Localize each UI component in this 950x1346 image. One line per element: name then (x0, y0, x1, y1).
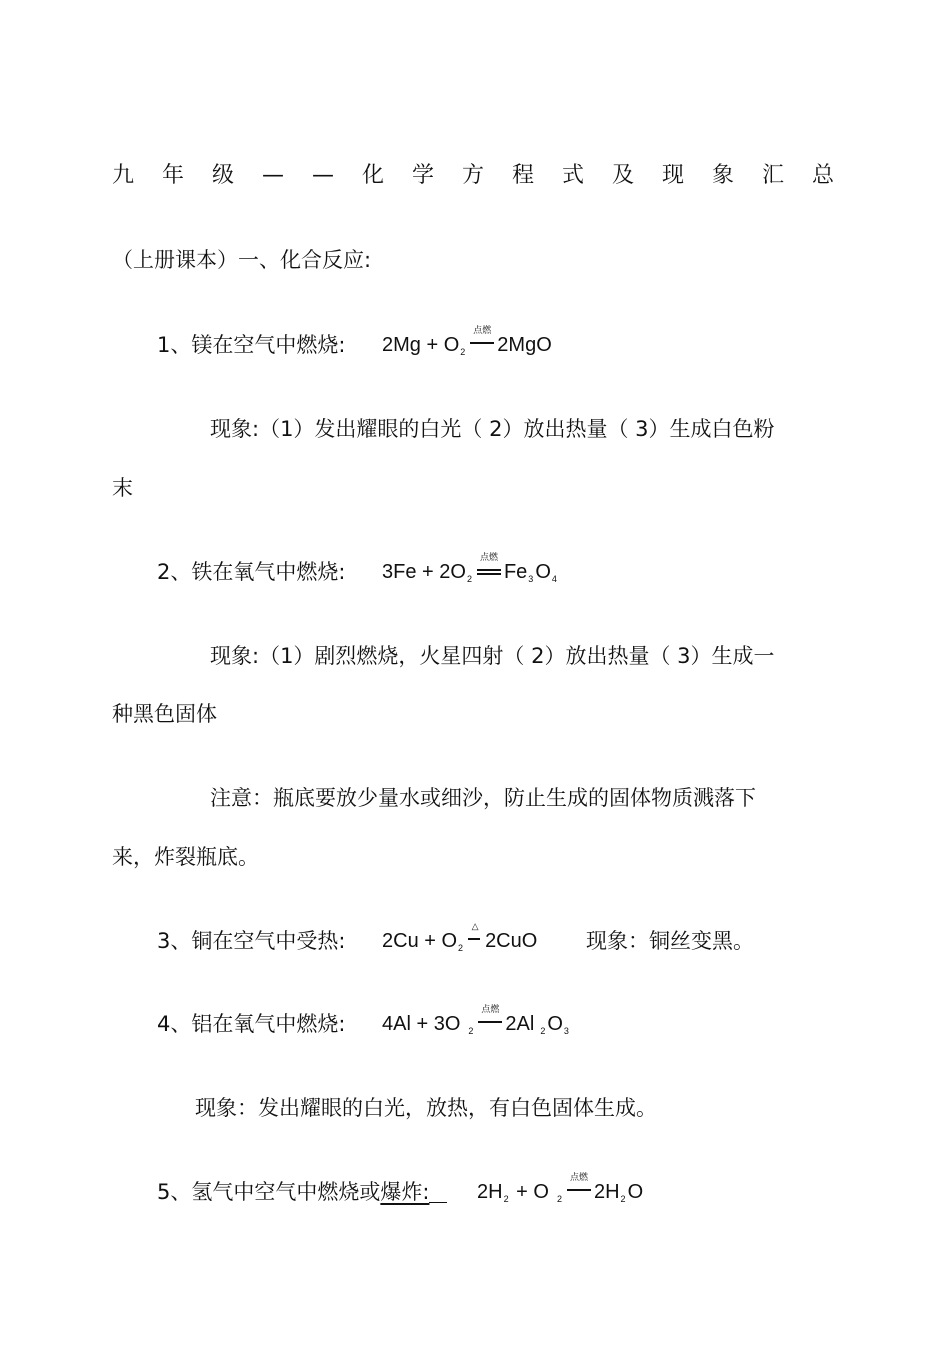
title-char: 九 (112, 163, 135, 188)
eq-subscript: 2 (503, 1194, 509, 1204)
eq-subscript: 2 (556, 1194, 562, 1204)
title-char: — (311, 163, 334, 188)
reaction-arrow (567, 1172, 591, 1206)
title-char: 总 (811, 163, 834, 188)
item-heading: 3、铜在空气中受热: (157, 929, 346, 953)
blank-underline (429, 1184, 447, 1203)
section-subtitle: （上册课本）一、化合反应: (112, 248, 372, 272)
title-char: 象 (711, 163, 734, 188)
title-char: 现 (661, 163, 684, 188)
eq-right: O (547, 1013, 563, 1035)
eq-subscript: 3 (563, 1026, 569, 1036)
phenomenon-text: 末 (112, 476, 133, 500)
eq-right: 2H (593, 1181, 620, 1203)
eq-right: 2CuO (485, 930, 538, 952)
eq-right: Fe (503, 561, 528, 583)
item-heading (157, 1178, 447, 1206)
title-char: — (262, 163, 284, 188)
title-char: 式 (561, 163, 584, 188)
eq-right: O (627, 1181, 644, 1203)
title-char: 方 (461, 163, 484, 188)
title-char: 级 (212, 163, 235, 188)
title-char: 汇 (761, 163, 784, 188)
title-char: 化 (361, 163, 384, 188)
chemical-equation (382, 325, 552, 366)
chemical-equation (382, 552, 559, 593)
title-char: 程 (511, 163, 534, 188)
eq-right: 2Al (505, 1013, 535, 1035)
eq-subscript: 2 (458, 943, 464, 953)
phenomenon-text: 现象：铜丝变黑。 (586, 929, 754, 953)
reaction-condition: 点燃 (481, 1004, 500, 1014)
chemical-equation (382, 1004, 571, 1045)
title-char: 及 (611, 163, 634, 188)
reaction-arrow (470, 325, 494, 359)
reaction-condition: 点燃 (473, 325, 492, 335)
item-heading-underlined: 爆炸: (380, 1180, 430, 1204)
eq-left: 2H (477, 1181, 503, 1203)
eq-subscript: 2 (466, 574, 472, 584)
reaction-arrow (468, 921, 482, 955)
eq-left: + O (510, 1181, 549, 1203)
title-char: 学 (411, 163, 434, 188)
eq-left: 4Al + 3O (382, 1013, 461, 1035)
reaction-condition: 点燃 (569, 1172, 588, 1182)
eq-left: 2Cu + O (382, 930, 458, 952)
reaction-arrow (477, 552, 501, 586)
reaction-condition: 点燃 (479, 552, 498, 562)
phenomenon-text: 现象：发出耀眼的白光，放热，有白色固体生成。 (195, 1096, 657, 1120)
item-heading-text: 5、氢气中空气中燃烧或 (157, 1180, 381, 1204)
eq-left: 3Fe + 2O (382, 561, 466, 583)
reaction-arrow (478, 1004, 502, 1038)
eq-subscript: 2 (540, 1026, 546, 1036)
item-heading: 2、铁在氧气中燃烧: (157, 560, 346, 584)
reaction-condition: △ (471, 921, 479, 931)
item-heading: 1、镁在空气中燃烧: (157, 333, 346, 357)
phenomenon-text: 种黑色固体 (112, 702, 217, 726)
chemical-equation (382, 921, 538, 962)
eq-subscript: 4 (551, 574, 557, 584)
phenomenon-text: 现象:（1）发出耀眼的白光（ 2）放出热量（ 3）生成白色粉 (210, 417, 775, 441)
phenomenon-text: 现象:（1）剧烈燃烧，火星四射（ 2）放出热量（ 3）生成一 (210, 644, 775, 668)
chemical-equation (477, 1172, 644, 1213)
eq-subscript: 2 (620, 1194, 626, 1204)
eq-subscript: 2 (468, 1026, 474, 1036)
eq-right: 2MgO (497, 334, 552, 356)
item-heading: 4、铝在氧气中燃烧: (157, 1012, 346, 1036)
eq-subscript: 3 (528, 574, 534, 584)
eq-left: 2Mg + O (382, 334, 460, 356)
eq-subscript: 2 (460, 347, 466, 357)
eq-right: O (535, 561, 551, 583)
note-text: 注意：瓶底要放少量水或细沙，防止生成的固体物质溅落下 (210, 786, 756, 810)
note-text: 来，炸裂瓶底。 (112, 845, 259, 869)
page-title (112, 162, 834, 190)
title-char: 年 (162, 163, 185, 188)
